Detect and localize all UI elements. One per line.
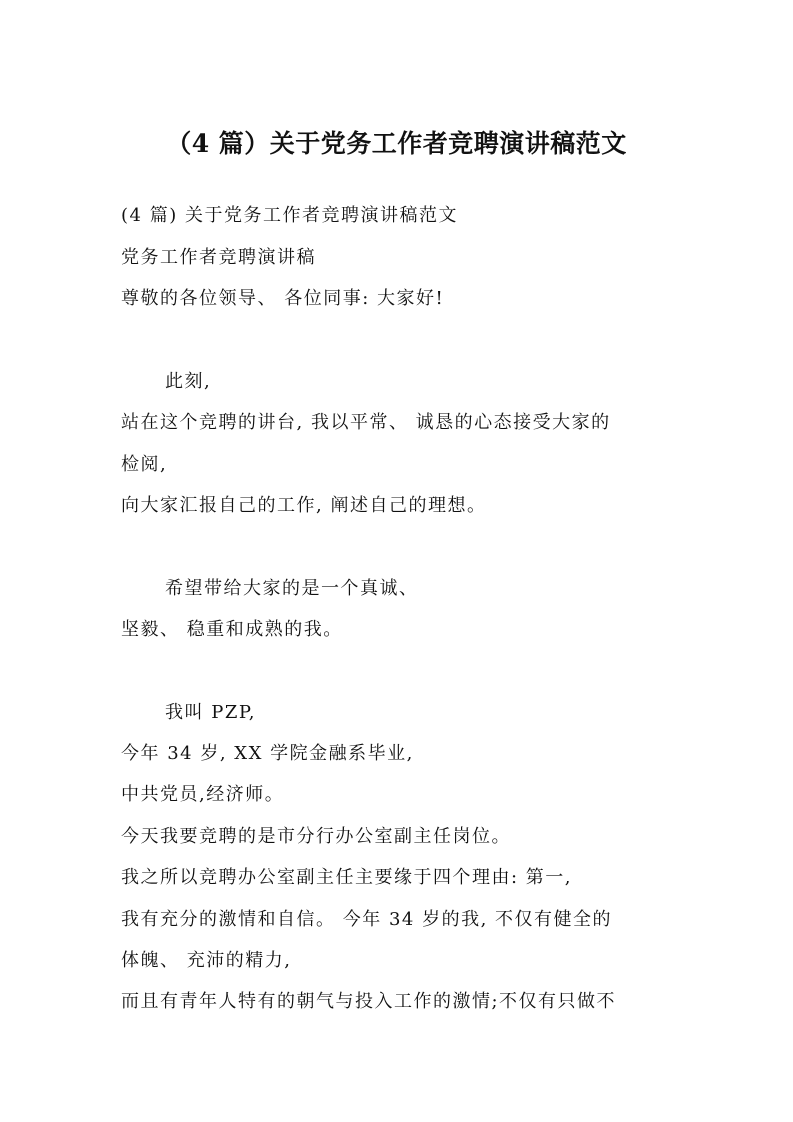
paragraph-line: 今年 34 岁, XX 学院金融系毕业, xyxy=(121,743,414,764)
paragraph-line: 我之所以竞聘办公室副主任主要缘于四个理由: 第一, xyxy=(121,867,573,888)
paragraph-line: 中共党员,经济师。 xyxy=(121,784,285,805)
paragraph-line: 此刻, xyxy=(165,371,212,392)
speech-title-line: 党务工作者竞聘演讲稿 xyxy=(121,247,316,268)
paragraph-line: 希望带给大家的是一个真诚、 xyxy=(165,578,419,599)
greeting-line: 尊敬的各位领导、 各位同事: 大家好! xyxy=(121,288,445,309)
paragraph-line: 向大家汇报自己的工作, 阐述自己的理想。 xyxy=(121,495,487,516)
paragraph-line: 我有充分的激情和自信。 今年 34 岁的我, 不仅有健全的 xyxy=(121,909,613,930)
subtitle-line: (4 篇) 关于党务工作者竞聘演讲稿范文 xyxy=(121,205,458,226)
paragraph-line: 今天我要竞聘的是市分行办公室副主任岗位。 xyxy=(121,826,511,847)
paragraph-line: 检阅, xyxy=(121,454,168,475)
paragraph-line: 我叫 PZP, xyxy=(165,702,257,723)
paragraph-line: 体魄、 充沛的精力, xyxy=(121,950,292,971)
paragraph-line: 坚毅、 稳重和成熟的我。 xyxy=(121,619,343,640)
paragraph-line: 而且有青年人特有的朝气与投入工作的激情;不仅有只做不 xyxy=(121,991,617,1012)
paragraph-line: 站在这个竞聘的讲台, 我以平常、 诚恳的心态接受大家的 xyxy=(121,412,611,433)
document-title: （4 篇）关于党务工作者竞聘演讲稿范文 xyxy=(166,129,627,158)
